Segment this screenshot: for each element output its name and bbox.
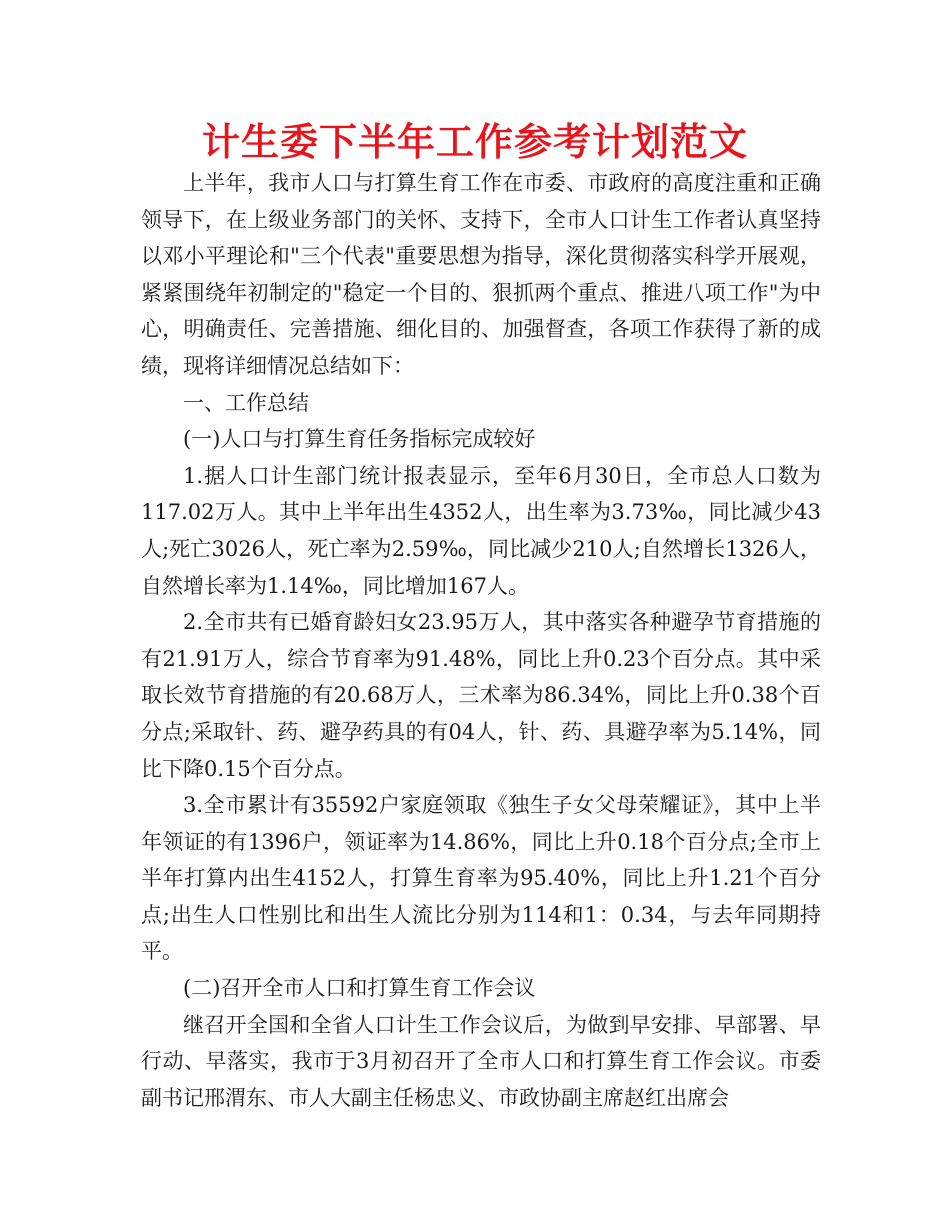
document-title: 计生委下半年工作参考计划范文 xyxy=(201,120,748,164)
heading-work-summary: 一、工作总结 xyxy=(183,390,309,415)
paragraph-meeting: 继召开全国和全省人口计生工作会议后，为做到早安排、早部署、早行动、早落实，我市于3月初召开了全市人口和打算生育工作会议。市委副书记邢渭东、市人大副主任杨忠义、市政协副主席赵红出席会 xyxy=(141,1012,821,1110)
subheading-work-meeting: (二)召开全市人口和打算生育工作会议 xyxy=(183,976,536,1001)
paragraph-certificate-stats: 3.全市累计有35592户家庭领取《独生子女父母荣耀证》，其中上半年领证的有1396户，领证率为14.86%，同比上升0.18个百分点;全市上半年打算内出生4152人，打算生育率为95.40%，同比上升1.21个百分点;出生人口性别比和出生人流比分别为114和1：0.34，与去年同期持平。 xyxy=(141,793,821,964)
paragraph-population-stats: 1.据人口计生部门统计报表显示，至年6月30日，全市总人口数为117.02万人。其中上半年出生4352人，出生率为3.73‰，同比减少43人;死亡3026人，死亡率为2.59‰，同比减少210人;自然增长1326人，自然增长率为1.14‰，同比增加167人。 xyxy=(141,463,821,598)
document-body xyxy=(141,165,821,1116)
subheading-population-targets: (一)人口与打算生育任务指标完成较好 xyxy=(183,427,536,452)
paragraph-contraception-stats: 2.全市共有已婚育龄妇女23.95万人，其中落实各种避孕节育措施的有21.91万人，综合节育率为91.48%，同比上升0.23个百分点。其中采取长效节育措施的有20.68万人，三术率为86.34%，同比上升0.38个百分点;采取针、药、避孕药具的有04人，针、药、具避孕率为5.14%，同比下降0.15个百分点。 xyxy=(141,610,821,781)
paragraph-intro: 上半年，我市人口与打算生育工作在市委、市政府的高度注重和正确领导下，在上级业务部门的关怀、支持下，全市人口计生工作者认真坚持以邓小平理论和"三个代表"重要思想为指导，深化贯彻落实科学开展观，紧紧围绕年初制定的"稳定一个目的、狠抓两个重点、推进八项工作"为中心，明确责任、完善措施、细化目的、加强督查，各项工作获得了新的成绩，现将详细情况总结如下： xyxy=(141,171,821,378)
